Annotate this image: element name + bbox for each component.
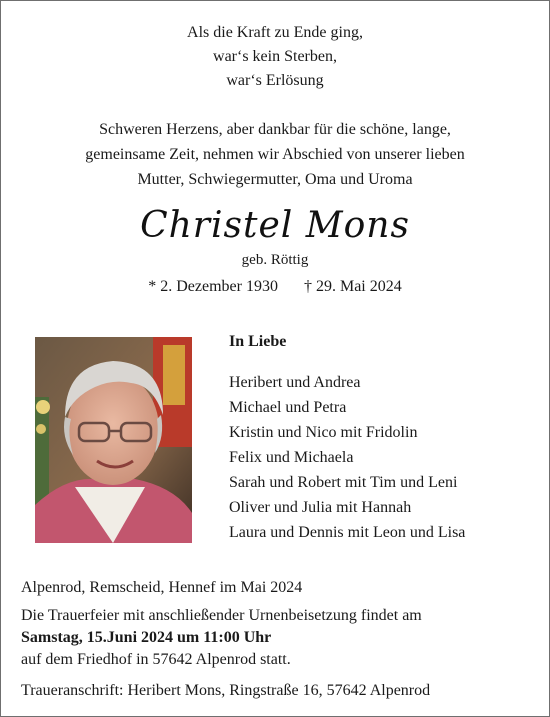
birth-name: geb. Röttig xyxy=(241,252,309,268)
death-date: † 29. Mai 2024 xyxy=(303,278,402,295)
poem-line: Als die Kraft zu Ende ging, xyxy=(187,24,363,41)
poem-line: war‘s kein Sterben, xyxy=(213,48,337,65)
ceremony-location: auf dem Friedhof in 57642 Alpenrod statt. xyxy=(21,651,291,668)
intro-text xyxy=(1,117,549,192)
family-member: Heribert und Andrea xyxy=(229,374,361,391)
family-member: Kristin und Nico mit Fridolin xyxy=(229,424,418,441)
family-list xyxy=(229,370,465,545)
family-member: Sarah und Robert mit Tim und Leni xyxy=(229,474,458,491)
deceased-name: Christel Mons xyxy=(140,205,410,246)
ceremony-text: Die Trauerfeier mit anschließender Urnenbeisetzung findet am xyxy=(21,607,422,624)
family-member: Felix und Michaela xyxy=(229,449,354,466)
intro-line: Mutter, Schwiegermutter, Oma und Uroma xyxy=(137,171,413,188)
poem-line: war‘s Erlösung xyxy=(226,72,324,89)
life-dates xyxy=(1,276,549,298)
portrait-photo xyxy=(35,337,192,543)
intro-line: Schweren Herzens, aber dankbar für die schöne, lange, xyxy=(99,121,451,138)
poem xyxy=(1,21,549,93)
place-date: Alpenrod, Remscheid, Hennef im Mai 2024 xyxy=(21,579,303,596)
intro-line: gemeinsame Zeit, nehmen wir Abschied von unserer lieben xyxy=(85,146,465,163)
mourning-address: Traueranschrift: Heribert Mons, Ringstraße 16, 57642 Alpenrod xyxy=(21,682,431,699)
birth-date: * 2. Dezember 1930 xyxy=(148,278,278,295)
love-heading: In Liebe xyxy=(229,333,287,350)
ceremony-date: Samstag, 15.Juni 2024 um 11:00 Uhr xyxy=(21,629,272,646)
family-member: Oliver und Julia mit Hannah xyxy=(229,499,412,516)
family-member: Laura und Dennis mit Leon und Lisa xyxy=(229,524,466,541)
family-member: Michael und Petra xyxy=(229,399,347,416)
